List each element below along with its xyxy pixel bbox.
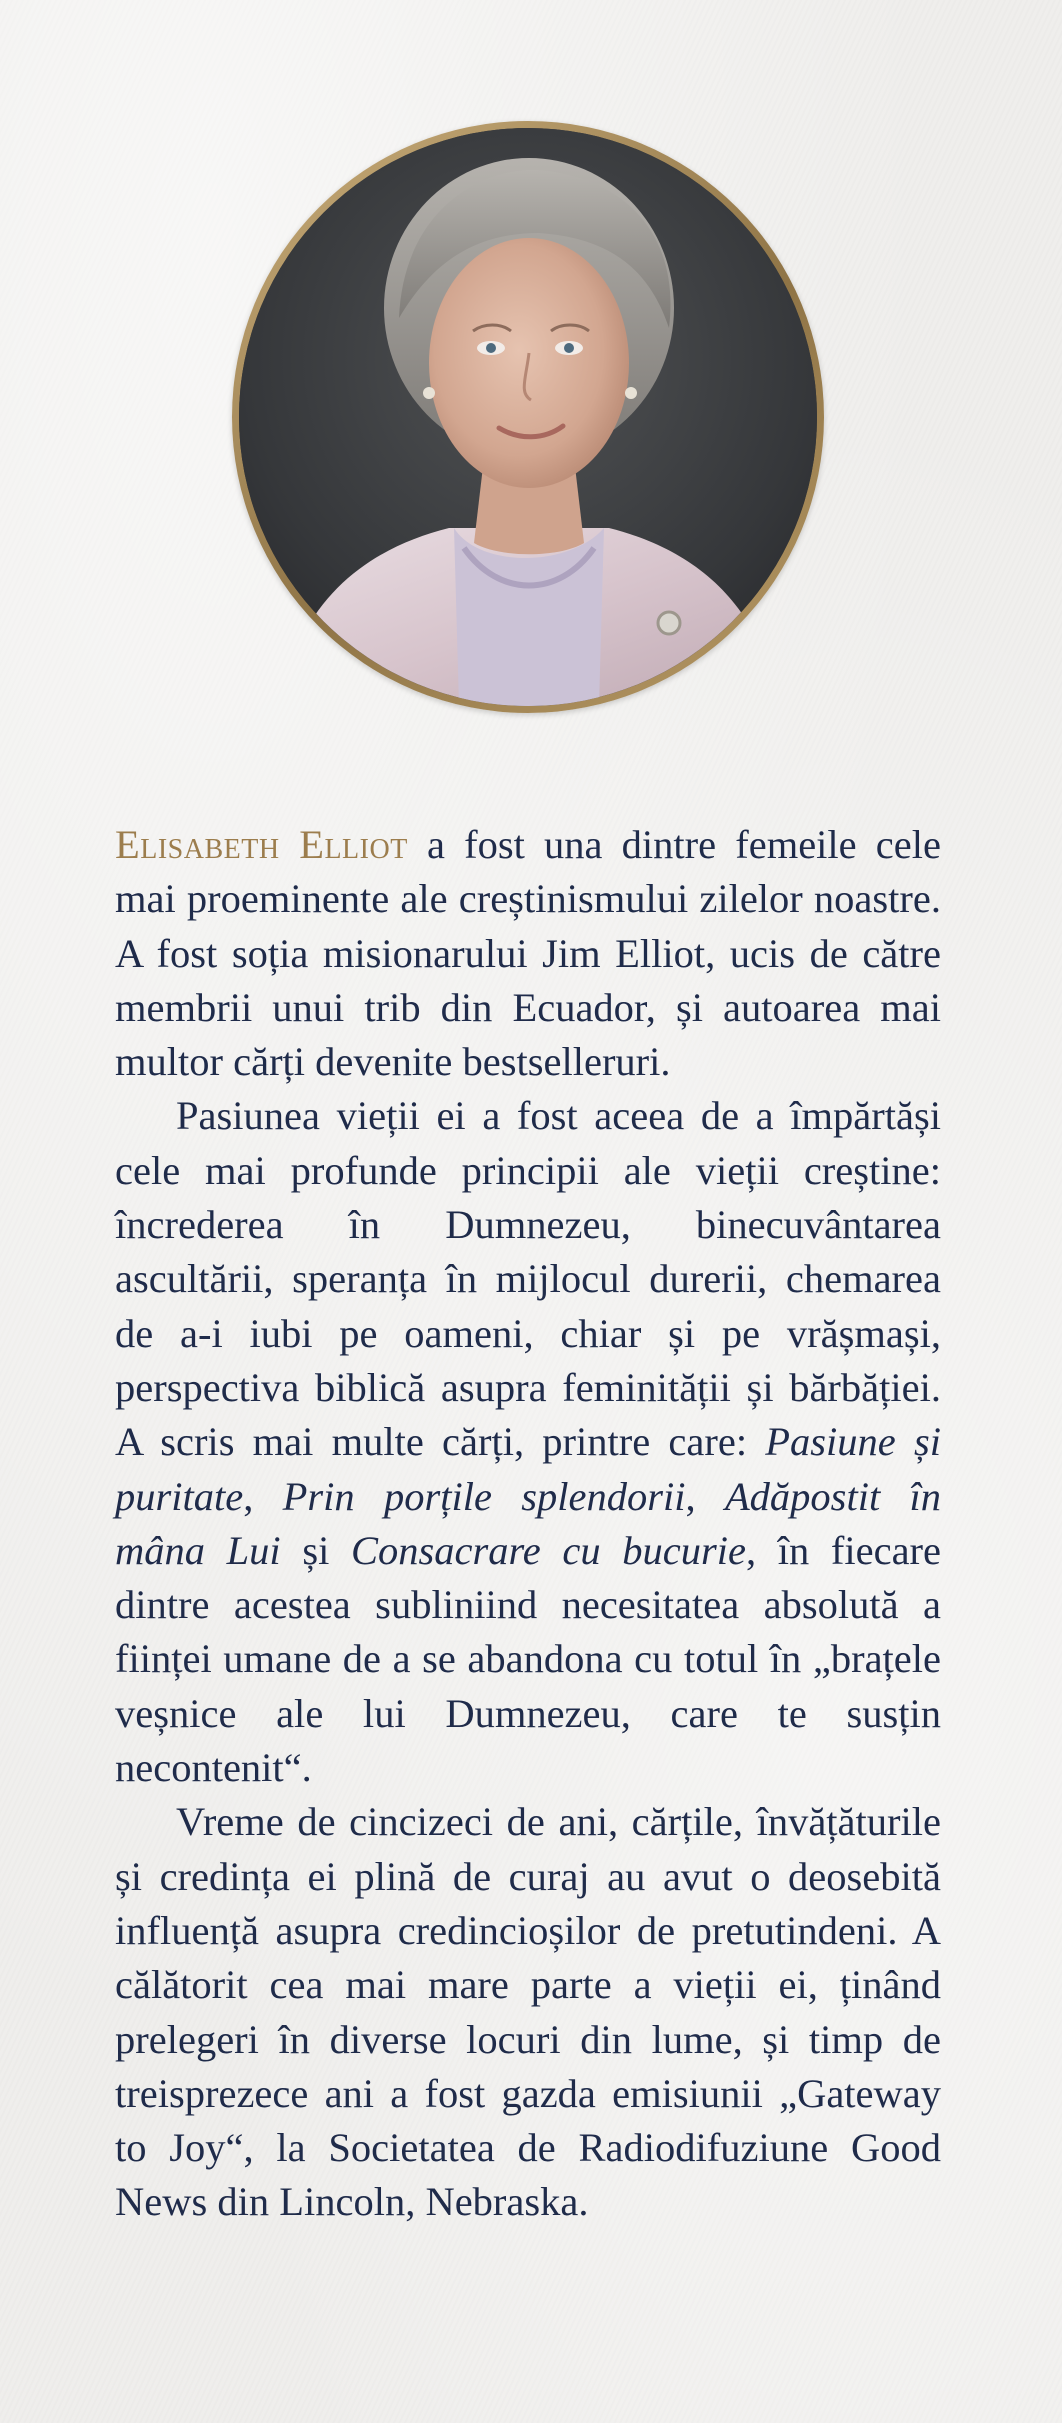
- bio-paragraph-2: [115, 1089, 941, 1795]
- portrait-frame: [232, 121, 824, 713]
- book-separator-2: ,: [685, 1473, 725, 1519]
- bio-paragraph-2-rest: , în fiecare dintre acestea subliniind necesitatea absolută a ființei umane de a se abandona cu totul în „brațele veșnice ale lui Dumnezeu, care te susțin necontenit“.: [115, 1527, 942, 1791]
- bio-paragraph-1-text: a fost una dintre femeile cele mai proeminente ale creștinismului zilelor noastre. A fost soția misionarului Jim Elliot, ucis de către membrii unui trib din Ecuador, și autoarea mai multor cărți devenite bestselleruri.: [115, 822, 941, 1085]
- author-bio: [115, 818, 941, 2230]
- bio-paragraph-3: Vreme de cincizeci de ani, cărțile, învățăturile și credința ei plină de curaj au avut o deosebită influență asupra credincioșilor de pretutindeni. A călătorit cea mai mare parte a vieții ei, ținând prelegeri în diverse locuri din lume, și timp de treisprezece ani a fost gazda emisiunii „Gateway to Joy“, la Societatea de Radiodifuziune Good News din Lincoln, Nebraska.: [115, 1799, 941, 2225]
- bio-paragraph-1: [115, 818, 941, 1089]
- book-title-2: Prin porțile splendorii: [282, 1473, 686, 1519]
- book-title-4: Consacrare cu bucurie: [350, 1527, 746, 1573]
- book-separator-3: și: [280, 1527, 351, 1573]
- bio-paragraph-2-intro: Pasiunea vieții ei a fost aceea de a împărtăși cele mai profunde principii ale vieții creștine: încrederea în Dumnezeu, binecuvântarea ascultării, speranța în mijlocul durerii, chemarea de a-i iubi pe oameni, chiar și pe vrășmași, perspectiva biblică asupra feminității și bărbăției. A scris mai multe cărți, printre care:: [115, 1093, 941, 1465]
- author-name: Elisabeth Elliot: [115, 822, 408, 867]
- book-title-1: Pasiune și puritate: [115, 1419, 941, 1519]
- author-portrait: [239, 128, 817, 706]
- book-separator-1: ,: [243, 1473, 283, 1519]
- portrait-illustration: [239, 128, 817, 706]
- book-title-3: Adăpostit în mâna Lui: [115, 1473, 941, 1573]
